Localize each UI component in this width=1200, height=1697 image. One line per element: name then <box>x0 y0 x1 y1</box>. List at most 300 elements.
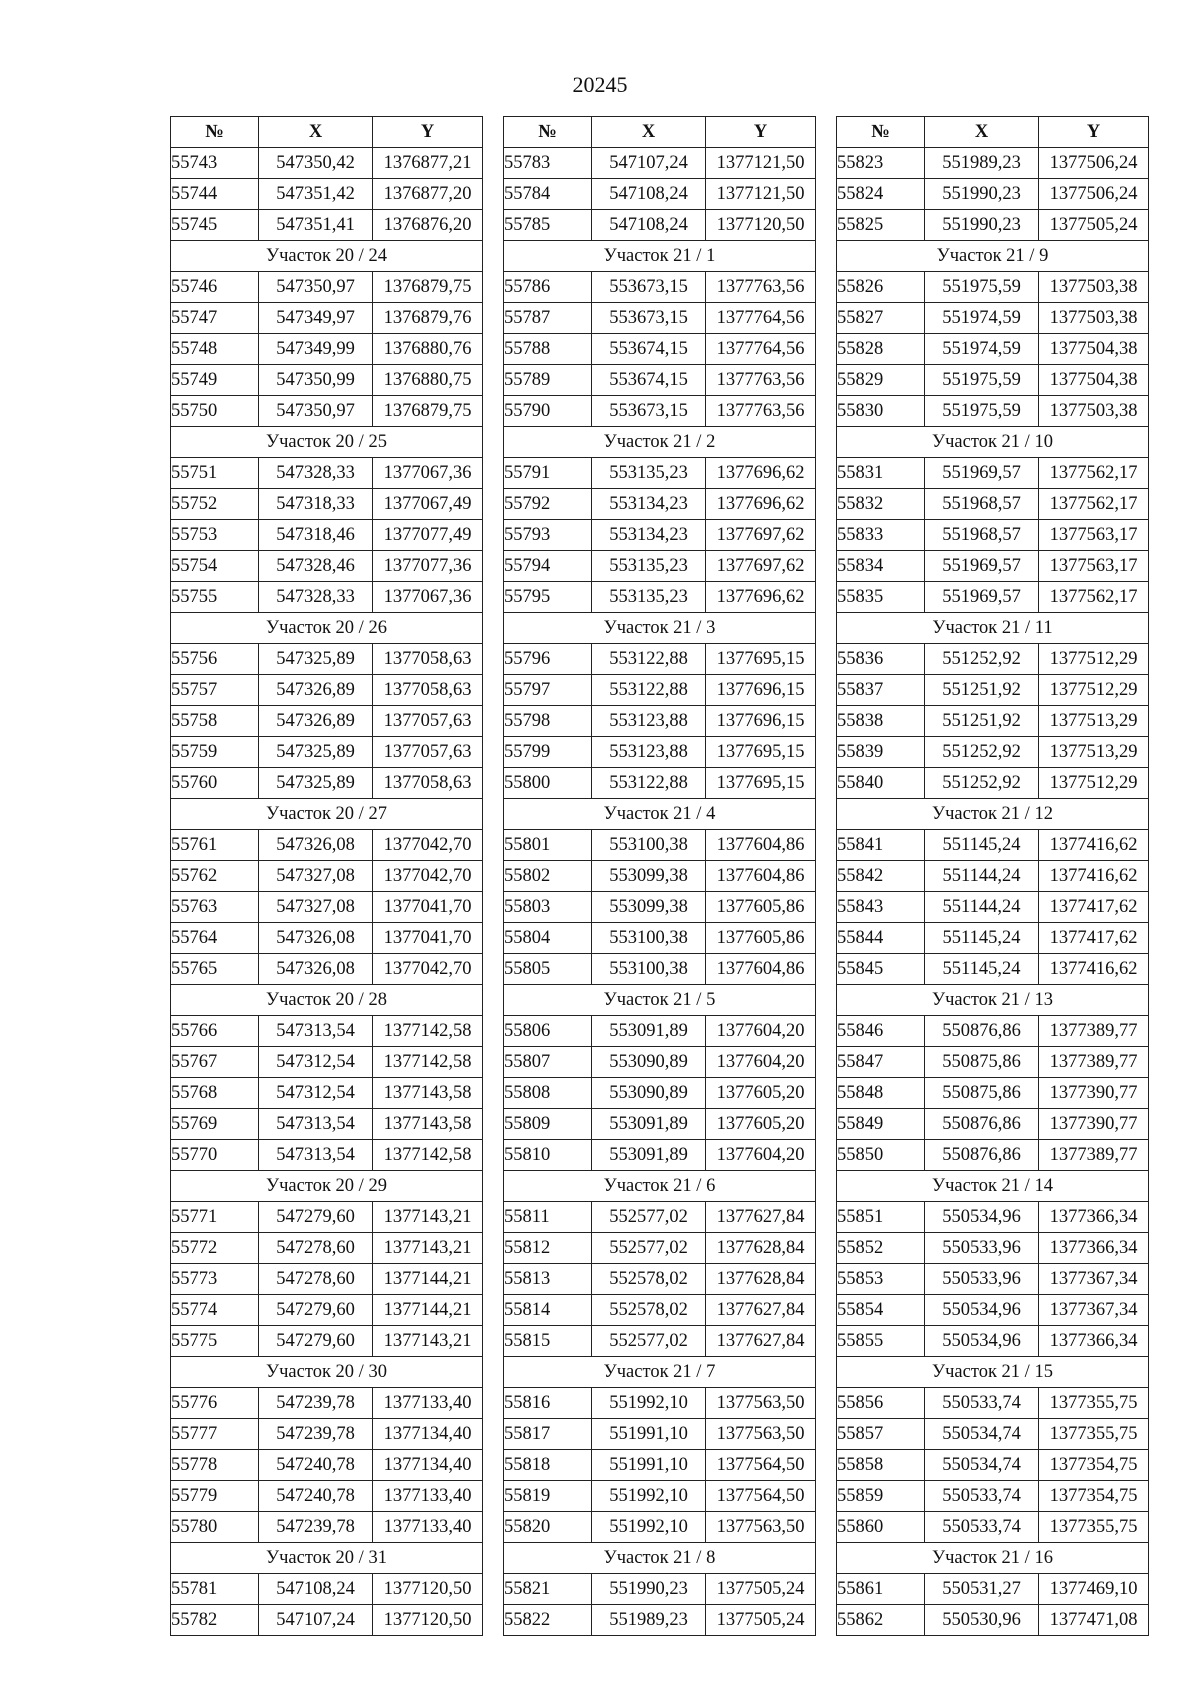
point-number-cell: 55826 <box>837 272 925 303</box>
table-row <box>837 210 1149 241</box>
section-title: Участок 20 / 29 <box>171 1171 483 1202</box>
y-coordinate-cell: 1377067,49 <box>373 489 483 520</box>
x-coordinate-cell: 553090,89 <box>592 1047 706 1078</box>
table-row <box>171 458 483 489</box>
header-y: Y <box>1039 117 1149 148</box>
table-row <box>837 1326 1149 1357</box>
table-row <box>171 582 483 613</box>
x-coordinate-cell: 551975,59 <box>925 396 1039 427</box>
table-row <box>171 396 483 427</box>
table-row <box>171 892 483 923</box>
table-row <box>837 1016 1149 1047</box>
table-row <box>504 303 816 334</box>
point-number-cell: 55755 <box>171 582 259 613</box>
x-coordinate-cell: 547350,97 <box>259 272 373 303</box>
point-number-cell: 55743 <box>171 148 259 179</box>
point-number-cell: 55758 <box>171 706 259 737</box>
x-coordinate-cell: 547326,89 <box>259 706 373 737</box>
x-coordinate-cell: 553099,38 <box>592 892 706 923</box>
point-number-cell: 55828 <box>837 334 925 365</box>
point-number-cell: 55779 <box>171 1481 259 1512</box>
table-row <box>837 365 1149 396</box>
y-coordinate-cell: 1377416,62 <box>1039 954 1149 985</box>
y-coordinate-cell: 1377041,70 <box>373 892 483 923</box>
y-coordinate-cell: 1377505,24 <box>1039 210 1149 241</box>
x-coordinate-cell: 553123,88 <box>592 737 706 768</box>
y-coordinate-cell: 1377067,36 <box>373 582 483 613</box>
y-coordinate-cell: 1377696,15 <box>706 675 816 706</box>
x-coordinate-cell: 551251,92 <box>925 675 1039 706</box>
y-coordinate-cell: 1377471,08 <box>1039 1605 1149 1636</box>
section-row <box>504 799 816 830</box>
table-row <box>837 1605 1149 1636</box>
point-number-cell: 55850 <box>837 1140 925 1171</box>
x-coordinate-cell: 551968,57 <box>925 520 1039 551</box>
table-row <box>504 334 816 365</box>
point-number-cell: 55794 <box>504 551 592 582</box>
point-number-cell: 55832 <box>837 489 925 520</box>
point-number-cell: 55848 <box>837 1078 925 1109</box>
point-number-cell: 55800 <box>504 768 592 799</box>
x-coordinate-cell: 553673,15 <box>592 303 706 334</box>
y-coordinate-cell: 1377696,62 <box>706 582 816 613</box>
x-coordinate-cell: 550534,74 <box>925 1450 1039 1481</box>
table-row <box>171 1016 483 1047</box>
point-number-cell: 55776 <box>171 1388 259 1419</box>
y-coordinate-cell: 1377604,86 <box>706 830 816 861</box>
section-title: Участок 21 / 12 <box>837 799 1149 830</box>
x-coordinate-cell: 547325,89 <box>259 768 373 799</box>
table-row <box>837 272 1149 303</box>
table-row <box>504 582 816 613</box>
table-row <box>504 179 816 210</box>
y-coordinate-cell: 1377562,17 <box>1039 582 1149 613</box>
table-row <box>837 303 1149 334</box>
x-coordinate-cell: 547325,89 <box>259 737 373 768</box>
section-row <box>504 1543 816 1574</box>
table-row <box>837 1419 1149 1450</box>
y-coordinate-cell: 1377604,20 <box>706 1016 816 1047</box>
point-number-cell: 55818 <box>504 1450 592 1481</box>
y-coordinate-cell: 1377143,21 <box>373 1326 483 1357</box>
y-coordinate-cell: 1377696,15 <box>706 706 816 737</box>
table-row <box>504 365 816 396</box>
header-x: X <box>925 117 1039 148</box>
point-number-cell: 55785 <box>504 210 592 241</box>
x-coordinate-cell: 553122,88 <box>592 768 706 799</box>
x-coordinate-cell: 551992,10 <box>592 1512 706 1543</box>
y-coordinate-cell: 1377367,34 <box>1039 1295 1149 1326</box>
section-title: Участок 21 / 11 <box>837 613 1149 644</box>
y-coordinate-cell: 1377605,86 <box>706 892 816 923</box>
y-coordinate-cell: 1377355,75 <box>1039 1419 1149 1450</box>
x-coordinate-cell: 547318,33 <box>259 489 373 520</box>
x-coordinate-cell: 551991,10 <box>592 1419 706 1450</box>
table-row <box>504 1047 816 1078</box>
section-row <box>171 1543 483 1574</box>
y-coordinate-cell: 1377366,34 <box>1039 1202 1149 1233</box>
section-title: Участок 20 / 31 <box>171 1543 483 1574</box>
table-row <box>837 1202 1149 1233</box>
x-coordinate-cell: 551975,59 <box>925 365 1039 396</box>
table-row <box>837 1140 1149 1171</box>
y-coordinate-cell: 1377513,29 <box>1039 737 1149 768</box>
y-coordinate-cell: 1377469,10 <box>1039 1574 1149 1605</box>
section-row <box>837 241 1149 272</box>
point-number-cell: 55843 <box>837 892 925 923</box>
point-number-cell: 55851 <box>837 1202 925 1233</box>
table-row <box>171 1419 483 1450</box>
point-number-cell: 55824 <box>837 179 925 210</box>
x-coordinate-cell: 550533,74 <box>925 1388 1039 1419</box>
x-coordinate-cell: 553674,15 <box>592 334 706 365</box>
point-number-cell: 55815 <box>504 1326 592 1357</box>
table-row <box>171 1140 483 1171</box>
y-coordinate-cell: 1377142,58 <box>373 1047 483 1078</box>
y-coordinate-cell: 1377389,77 <box>1039 1140 1149 1171</box>
point-number-cell: 55858 <box>837 1450 925 1481</box>
table-row <box>504 210 816 241</box>
point-number-cell: 55817 <box>504 1419 592 1450</box>
y-coordinate-cell: 1377604,86 <box>706 954 816 985</box>
table-row <box>171 179 483 210</box>
section-row <box>837 799 1149 830</box>
section-title: Участок 21 / 10 <box>837 427 1149 458</box>
point-number-cell: 55862 <box>837 1605 925 1636</box>
y-coordinate-cell: 1377042,70 <box>373 830 483 861</box>
y-coordinate-cell: 1377133,40 <box>373 1388 483 1419</box>
table-row <box>171 1202 483 1233</box>
header-y: Y <box>706 117 816 148</box>
point-number-cell: 55859 <box>837 1481 925 1512</box>
x-coordinate-cell: 547327,08 <box>259 861 373 892</box>
point-number-cell: 55747 <box>171 303 259 334</box>
point-number-cell: 55840 <box>837 768 925 799</box>
x-coordinate-cell: 547318,46 <box>259 520 373 551</box>
section-title: Участок 20 / 26 <box>171 613 483 644</box>
point-number-cell: 55830 <box>837 396 925 427</box>
point-number-cell: 55844 <box>837 923 925 954</box>
table-row <box>504 892 816 923</box>
x-coordinate-cell: 550530,96 <box>925 1605 1039 1636</box>
x-coordinate-cell: 553091,89 <box>592 1016 706 1047</box>
y-coordinate-cell: 1377143,21 <box>373 1233 483 1264</box>
x-coordinate-cell: 547351,42 <box>259 179 373 210</box>
table-row <box>837 1574 1149 1605</box>
section-title: Участок 21 / 9 <box>837 241 1149 272</box>
point-number-cell: 55827 <box>837 303 925 334</box>
table-row <box>171 1512 483 1543</box>
point-number-cell: 55835 <box>837 582 925 613</box>
table-row <box>837 582 1149 613</box>
y-coordinate-cell: 1377041,70 <box>373 923 483 954</box>
x-coordinate-cell: 547107,24 <box>592 148 706 179</box>
x-coordinate-cell: 547312,54 <box>259 1047 373 1078</box>
point-number-cell: 55799 <box>504 737 592 768</box>
point-number-cell: 55814 <box>504 1295 592 1326</box>
y-coordinate-cell: 1377697,62 <box>706 551 816 582</box>
x-coordinate-cell: 552578,02 <box>592 1295 706 1326</box>
x-coordinate-cell: 551252,92 <box>925 737 1039 768</box>
x-coordinate-cell: 551990,23 <box>925 179 1039 210</box>
x-coordinate-cell: 551969,57 <box>925 551 1039 582</box>
y-coordinate-cell: 1377505,24 <box>706 1605 816 1636</box>
x-coordinate-cell: 547313,54 <box>259 1109 373 1140</box>
point-number-cell: 55754 <box>171 551 259 582</box>
point-number-cell: 55831 <box>837 458 925 489</box>
x-coordinate-cell: 550876,86 <box>925 1109 1039 1140</box>
point-number-cell: 55816 <box>504 1388 592 1419</box>
section-title: Участок 21 / 4 <box>504 799 816 830</box>
x-coordinate-cell: 551989,23 <box>925 148 1039 179</box>
x-coordinate-cell: 547279,60 <box>259 1326 373 1357</box>
x-coordinate-cell: 551989,23 <box>592 1605 706 1636</box>
x-coordinate-cell: 553099,38 <box>592 861 706 892</box>
table-row <box>171 768 483 799</box>
y-coordinate-cell: 1377627,84 <box>706 1202 816 1233</box>
section-title: Участок 21 / 3 <box>504 613 816 644</box>
x-coordinate-cell: 553135,23 <box>592 458 706 489</box>
table-row <box>837 706 1149 737</box>
x-coordinate-cell: 547108,24 <box>592 210 706 241</box>
y-coordinate-cell: 1377121,50 <box>706 148 816 179</box>
y-coordinate-cell: 1377077,49 <box>373 520 483 551</box>
coordinates-table-2 <box>503 116 816 1636</box>
x-coordinate-cell: 551144,24 <box>925 861 1039 892</box>
section-row <box>504 427 816 458</box>
table-row <box>171 365 483 396</box>
y-coordinate-cell: 1377764,56 <box>706 334 816 365</box>
table-row <box>504 644 816 675</box>
point-number-cell: 55762 <box>171 861 259 892</box>
y-coordinate-cell: 1377506,24 <box>1039 148 1149 179</box>
section-row <box>504 613 816 644</box>
y-coordinate-cell: 1377058,63 <box>373 644 483 675</box>
x-coordinate-cell: 547239,78 <box>259 1419 373 1450</box>
y-coordinate-cell: 1377512,29 <box>1039 644 1149 675</box>
y-coordinate-cell: 1377605,86 <box>706 923 816 954</box>
x-coordinate-cell: 550533,74 <box>925 1512 1039 1543</box>
point-number-cell: 55834 <box>837 551 925 582</box>
y-coordinate-cell: 1377604,86 <box>706 861 816 892</box>
point-number-cell: 55854 <box>837 1295 925 1326</box>
x-coordinate-cell: 547349,97 <box>259 303 373 334</box>
y-coordinate-cell: 1377143,21 <box>373 1202 483 1233</box>
y-coordinate-cell: 1377695,15 <box>706 768 816 799</box>
y-coordinate-cell: 1377563,50 <box>706 1512 816 1543</box>
table-row <box>504 675 816 706</box>
y-coordinate-cell: 1377389,77 <box>1039 1016 1149 1047</box>
point-number-cell: 55788 <box>504 334 592 365</box>
y-coordinate-cell: 1377121,50 <box>706 179 816 210</box>
table-row <box>171 210 483 241</box>
section-row <box>504 1357 816 1388</box>
y-coordinate-cell: 1377563,17 <box>1039 551 1149 582</box>
table-row <box>171 644 483 675</box>
table-row <box>171 1109 483 1140</box>
x-coordinate-cell: 547350,97 <box>259 396 373 427</box>
point-number-cell: 55793 <box>504 520 592 551</box>
y-coordinate-cell: 1377513,29 <box>1039 706 1149 737</box>
x-coordinate-cell: 551252,92 <box>925 644 1039 675</box>
table-row <box>837 954 1149 985</box>
y-coordinate-cell: 1377417,62 <box>1039 892 1149 923</box>
y-coordinate-cell: 1377512,29 <box>1039 675 1149 706</box>
y-coordinate-cell: 1377077,36 <box>373 551 483 582</box>
x-coordinate-cell: 547279,60 <box>259 1295 373 1326</box>
x-coordinate-cell: 550876,86 <box>925 1016 1039 1047</box>
table-row <box>837 396 1149 427</box>
table-row <box>837 830 1149 861</box>
x-coordinate-cell: 547325,89 <box>259 644 373 675</box>
section-row <box>171 613 483 644</box>
point-number-cell: 55821 <box>504 1574 592 1605</box>
table-row <box>171 520 483 551</box>
point-number-cell: 55849 <box>837 1109 925 1140</box>
point-number-cell: 55748 <box>171 334 259 365</box>
y-coordinate-cell: 1377354,75 <box>1039 1450 1149 1481</box>
y-coordinate-cell: 1377042,70 <box>373 861 483 892</box>
point-number-cell: 55780 <box>171 1512 259 1543</box>
table-row <box>171 272 483 303</box>
section-title: Участок 21 / 1 <box>504 241 816 272</box>
section-row <box>837 1171 1149 1202</box>
x-coordinate-cell: 551990,23 <box>925 210 1039 241</box>
table-row <box>504 1295 816 1326</box>
y-coordinate-cell: 1377504,38 <box>1039 334 1149 365</box>
point-number-cell: 55786 <box>504 272 592 303</box>
table-row <box>171 675 483 706</box>
table-row <box>504 1481 816 1512</box>
y-coordinate-cell: 1377416,62 <box>1039 861 1149 892</box>
y-coordinate-cell: 1377389,77 <box>1039 1047 1149 1078</box>
table-row <box>504 923 816 954</box>
table-row <box>171 1264 483 1295</box>
y-coordinate-cell: 1377504,38 <box>1039 365 1149 396</box>
point-number-cell: 55767 <box>171 1047 259 1078</box>
x-coordinate-cell: 553135,23 <box>592 551 706 582</box>
point-number-cell: 55836 <box>837 644 925 675</box>
point-number-cell: 55805 <box>504 954 592 985</box>
x-coordinate-cell: 553123,88 <box>592 706 706 737</box>
y-coordinate-cell: 1376879,75 <box>373 272 483 303</box>
table-row <box>504 768 816 799</box>
y-coordinate-cell: 1376880,75 <box>373 365 483 396</box>
x-coordinate-cell: 551974,59 <box>925 303 1039 334</box>
section-row <box>837 613 1149 644</box>
point-number-cell: 55820 <box>504 1512 592 1543</box>
point-number-cell: 55856 <box>837 1388 925 1419</box>
x-coordinate-cell: 550534,74 <box>925 1419 1039 1450</box>
table-row <box>504 1388 816 1419</box>
y-coordinate-cell: 1376880,76 <box>373 334 483 365</box>
point-number-cell: 55842 <box>837 861 925 892</box>
y-coordinate-cell: 1377628,84 <box>706 1233 816 1264</box>
table-row <box>504 1326 816 1357</box>
point-number-cell: 55823 <box>837 148 925 179</box>
table-row <box>837 675 1149 706</box>
point-number-cell: 55808 <box>504 1078 592 1109</box>
point-number-cell: 55750 <box>171 396 259 427</box>
point-number-cell: 55795 <box>504 582 592 613</box>
x-coordinate-cell: 547107,24 <box>259 1605 373 1636</box>
table-row <box>171 1078 483 1109</box>
table-row <box>837 768 1149 799</box>
x-coordinate-cell: 547350,42 <box>259 148 373 179</box>
point-number-cell: 55783 <box>504 148 592 179</box>
table-row <box>171 1388 483 1419</box>
point-number-cell: 55745 <box>171 210 259 241</box>
point-number-cell: 55833 <box>837 520 925 551</box>
y-coordinate-cell: 1377058,63 <box>373 768 483 799</box>
x-coordinate-cell: 547350,99 <box>259 365 373 396</box>
point-number-cell: 55819 <box>504 1481 592 1512</box>
section-title: Участок 20 / 25 <box>171 427 483 458</box>
point-number-cell: 55757 <box>171 675 259 706</box>
point-number-cell: 55769 <box>171 1109 259 1140</box>
x-coordinate-cell: 551992,10 <box>592 1388 706 1419</box>
point-number-cell: 55789 <box>504 365 592 396</box>
y-coordinate-cell: 1377605,20 <box>706 1078 816 1109</box>
y-coordinate-cell: 1377143,58 <box>373 1078 483 1109</box>
y-coordinate-cell: 1377563,50 <box>706 1388 816 1419</box>
y-coordinate-cell: 1377503,38 <box>1039 303 1149 334</box>
y-coordinate-cell: 1377355,75 <box>1039 1512 1149 1543</box>
point-number-cell: 55751 <box>171 458 259 489</box>
point-number-cell: 55829 <box>837 365 925 396</box>
table-row <box>504 489 816 520</box>
x-coordinate-cell: 550876,86 <box>925 1140 1039 1171</box>
table-row <box>504 520 816 551</box>
point-number-cell: 55790 <box>504 396 592 427</box>
y-coordinate-cell: 1377134,40 <box>373 1419 483 1450</box>
point-number-cell: 55749 <box>171 365 259 396</box>
point-number-cell: 55771 <box>171 1202 259 1233</box>
y-coordinate-cell: 1377563,17 <box>1039 520 1149 551</box>
table-row <box>504 1202 816 1233</box>
x-coordinate-cell: 547313,54 <box>259 1140 373 1171</box>
x-coordinate-cell: 553134,23 <box>592 489 706 520</box>
table-row <box>837 923 1149 954</box>
y-coordinate-cell: 1377695,15 <box>706 644 816 675</box>
point-number-cell: 55772 <box>171 1233 259 1264</box>
y-coordinate-cell: 1376877,20 <box>373 179 483 210</box>
y-coordinate-cell: 1377120,50 <box>706 210 816 241</box>
section-row <box>171 985 483 1016</box>
y-coordinate-cell: 1377042,70 <box>373 954 483 985</box>
x-coordinate-cell: 552578,02 <box>592 1264 706 1295</box>
y-coordinate-cell: 1377143,58 <box>373 1109 483 1140</box>
x-coordinate-cell: 553091,89 <box>592 1140 706 1171</box>
point-number-cell: 55774 <box>171 1295 259 1326</box>
y-coordinate-cell: 1377354,75 <box>1039 1481 1149 1512</box>
y-coordinate-cell: 1377142,58 <box>373 1016 483 1047</box>
x-coordinate-cell: 547278,60 <box>259 1233 373 1264</box>
section-row <box>171 799 483 830</box>
point-number-cell: 55791 <box>504 458 592 489</box>
point-number-cell: 55753 <box>171 520 259 551</box>
y-coordinate-cell: 1377628,84 <box>706 1264 816 1295</box>
table-row <box>171 737 483 768</box>
x-coordinate-cell: 553134,23 <box>592 520 706 551</box>
x-coordinate-cell: 551991,10 <box>592 1450 706 1481</box>
header-x: X <box>592 117 706 148</box>
x-coordinate-cell: 550533,74 <box>925 1481 1039 1512</box>
table-row <box>171 551 483 582</box>
section-title: Участок 21 / 6 <box>504 1171 816 1202</box>
point-number-cell: 55822 <box>504 1605 592 1636</box>
y-coordinate-cell: 1377695,15 <box>706 737 816 768</box>
